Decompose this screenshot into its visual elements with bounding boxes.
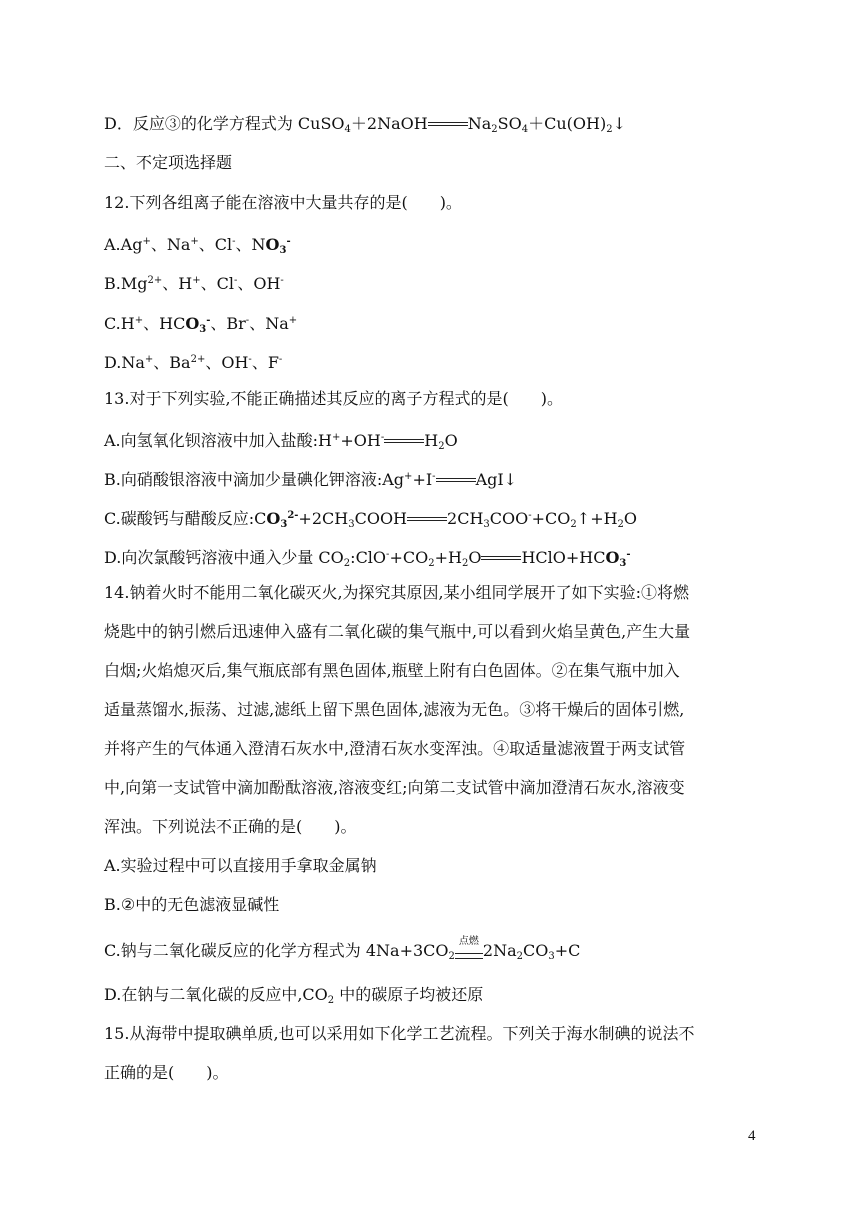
text-line: D.在钠与二氧化碳的反应中$,CO_2$ 中的碳原子均被还原 [104,985,484,1006]
text-line: A.实验过程中可以直接用手拿取金属钠 [104,856,377,875]
text-line: C.碳酸钙与醋酸反应$:CO_3^{2-}+2CH_3COOH$ $2CH_3COO^-+CO_2↑+H_2O$ [104,509,638,530]
text-line: 浑浊。下列说法不正确的是( )。 [104,817,357,836]
text-line: 14.钠着火时不能用二氧化碳灭火,为探究其原因,某小组同学展开了如下实验:①将燃 [104,583,690,602]
text-line: 白烟;火焰熄灭后,集气瓶底部有黑色固体,瓶壁上附有白色固体。②在集气瓶中加入 [104,661,680,680]
text-line: A.向氢氧化钡溶液中加入盐酸:H++OH- $H_2O$ [104,431,458,452]
text-line: 正确的是( )。 [104,1063,229,1082]
text-line: $B.Mg^{2+}$、H+、Cl-、OH- [104,274,284,293]
text-line: C.H+、$HCO_3^-$、Br-、Na+ [104,314,298,335]
text-line: 烧匙中的钠引燃后迅速伸入盛有二氧化碳的集气瓶中,可以看到火焰呈黄色,产生大量 [104,622,691,641]
page-number: 4 [748,1128,756,1144]
text-line: C.钠与二氧化碳反应的化学方程式为 $4Na+3CO_2$ 点燃 $2Na_2CO_3+C$ [104,935,581,962]
text-line: A.Ag+、Na+、Cl-、$NO_3^-$ [104,235,291,256]
text-line: 12.下列各组离子能在溶液中大量共存的是( )。 [104,193,462,212]
text-line: B.向硝酸银溶液中滴加少量碘化钾溶液:Ag++I- AgI↓ [104,470,518,489]
text-line: 并将产生的气体通入澄清石灰水中,澄清石灰水变浑浊。④取适量滤液置于两支试管 [104,739,686,758]
text-line: 适量蒸馏水,振荡、过滤,滤纸上留下黑色固体,滤液为无色。③将干燥后的固体引燃, [104,700,685,719]
text-line: D.向次氯酸钙溶液中通入少量 $CO_2:ClO^-+CO_2+H_2O$ $HClO+HCO_3^-$ [104,548,631,569]
text-line: 中,向第一支试管中滴加酚酞溶液,溶液变红;向第二支试管中滴加澄清石灰水,溶液变 [104,778,685,797]
text-line: B.②中的无色滤液显碱性 [104,895,280,914]
text-line: D．反应③的化学方程式为 CuSO$_4$＋2NaOH $Na_2SO_4+Cu(OH)_2↓$ [104,114,626,135]
text-line: 13.对于下列实验,不能正确描述其反应的离子方程式的是( )。 [104,389,564,408]
text-line: 二、不定项选择题 [104,153,233,172]
text-line: 15.从海带中提取碘单质,也可以采用如下化学工艺流程。下列关于海水制碘的说法不 [104,1024,695,1043]
text-line: D.Na+、$Ba^{2+}$、OH-、F- [104,353,283,372]
